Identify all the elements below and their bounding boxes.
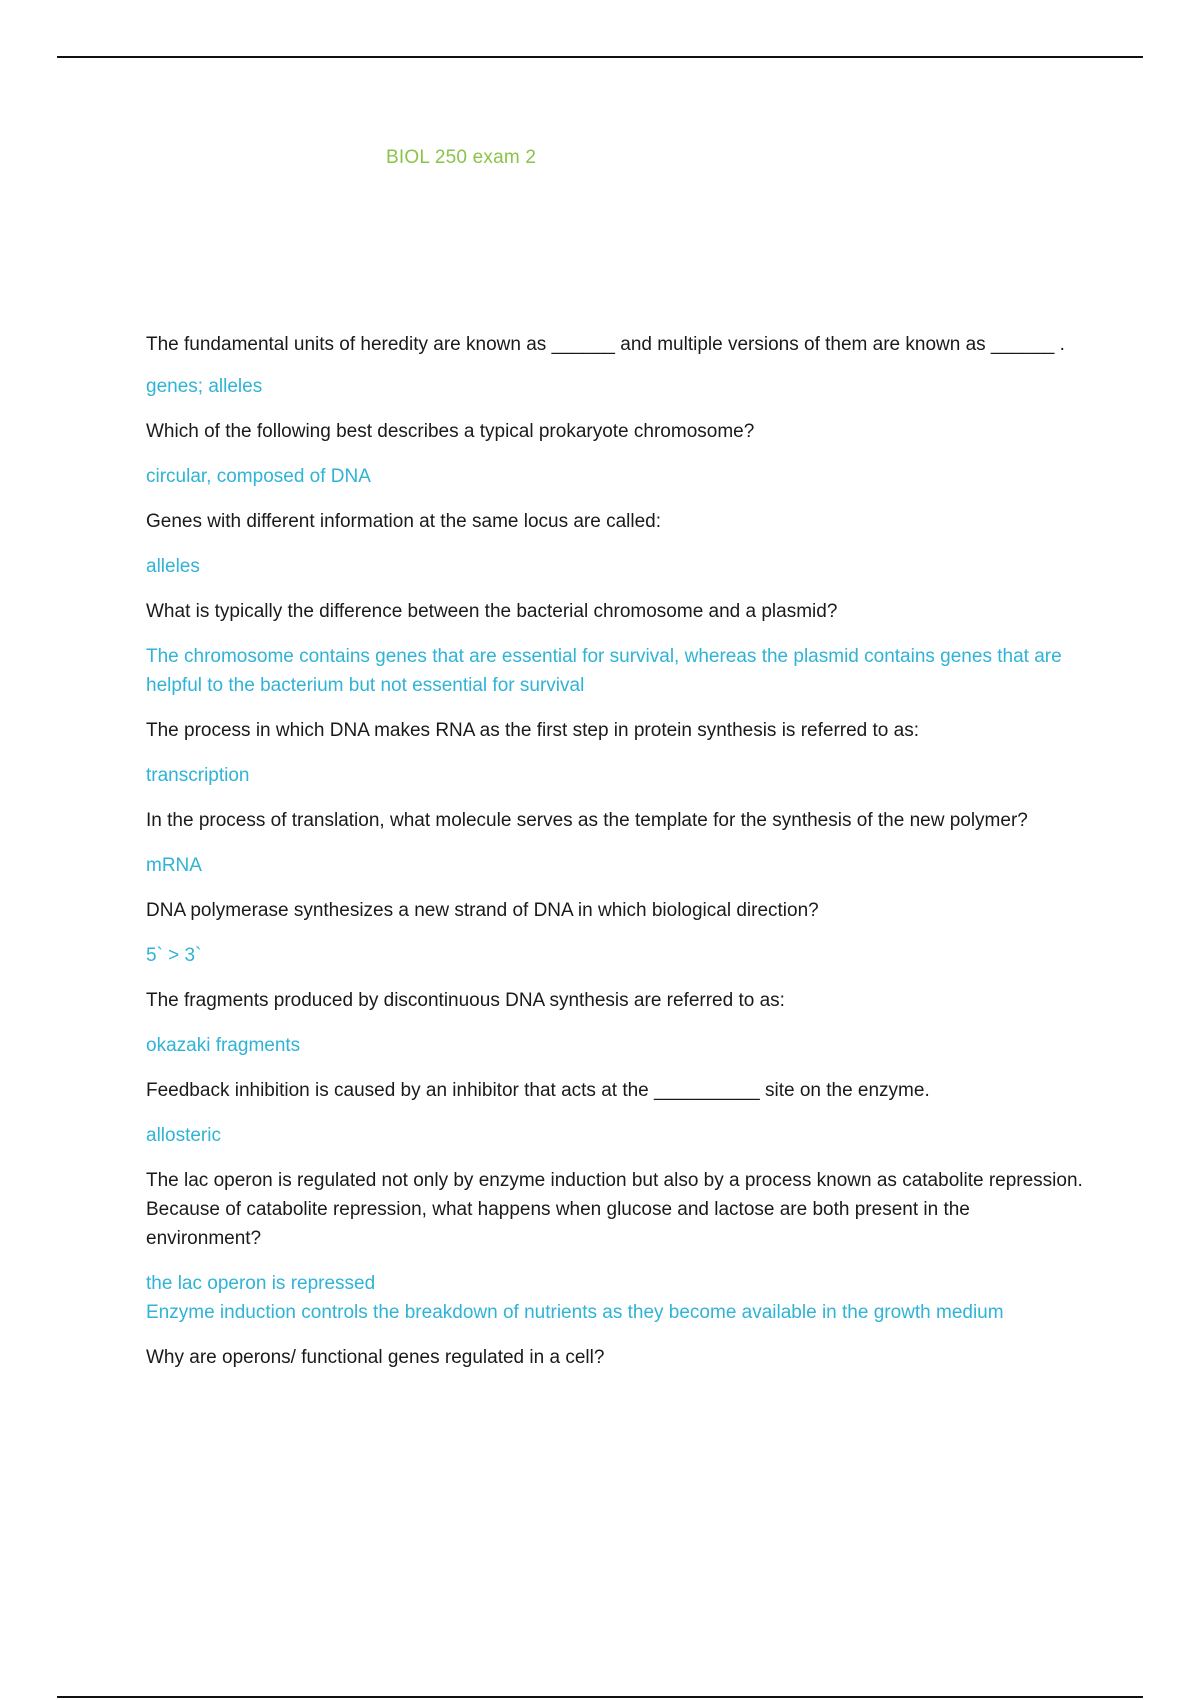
question-3: Genes with different information at the same locus are called:	[146, 511, 662, 532]
answer-2: circular, composed of DNA	[146, 466, 371, 487]
answer-3: alleles	[146, 556, 200, 577]
answer-9: allosteric	[146, 1125, 221, 1146]
answer-10b: Enzyme induction controls the breakdown of nutrients as they become available in the growth medium	[146, 1302, 1004, 1323]
question-11: Why are operons/ functional genes regulated in a cell?	[146, 1347, 605, 1368]
answer-8: okazaki fragments	[146, 1035, 301, 1056]
question-10: The lac operon is regulated not only by enzyme induction but also by a process known as catabolite repression. Because of catabolite repression, what happens when glucose and lactose are both present in the environment?	[146, 1170, 1083, 1249]
question-9: Feedback inhibition is caused by an inhibitor that acts at the __________ site on the enzyme.	[146, 1080, 930, 1101]
question-4: What is typically the difference between the bacterial chromosome and a plasmid?	[146, 601, 838, 622]
question-5: The process in which DNA makes RNA as the first step in protein synthesis is referred to as:	[146, 720, 919, 741]
answer-7: 5` > 3`	[146, 945, 202, 966]
answer-6: mRNA	[146, 855, 202, 876]
document-title: BIOL 250 exam 2	[386, 147, 537, 168]
question-8: The fragments produced by discontinuous DNA synthesis are referred to as:	[146, 990, 785, 1011]
top-rule	[57, 56, 1143, 58]
question-1: The fundamental units of heredity are known as ______ and multiple versions of them are known as ______ .	[146, 334, 1065, 355]
answer-5: transcription	[146, 765, 250, 786]
question-7: DNA polymerase synthesizes a new strand of DNA in which biological direction?	[146, 900, 819, 921]
qa-list	[146, 328, 1086, 1388]
question-2: Which of the following best describes a typical prokaryote chromosome?	[146, 421, 755, 442]
question-6: In the process of translation, what molecule serves as the template for the synthesis of the new polymer?	[146, 810, 1028, 831]
answer-1: genes; alleles	[146, 376, 263, 397]
answer-10a: the lac operon is repressed	[146, 1273, 376, 1294]
bottom-rule	[57, 1696, 1143, 1698]
answer-4: The chromosome contains genes that are essential for survival, whereas the plasmid contains genes that are helpful to the bacterium but not essential for survival	[146, 646, 1062, 696]
